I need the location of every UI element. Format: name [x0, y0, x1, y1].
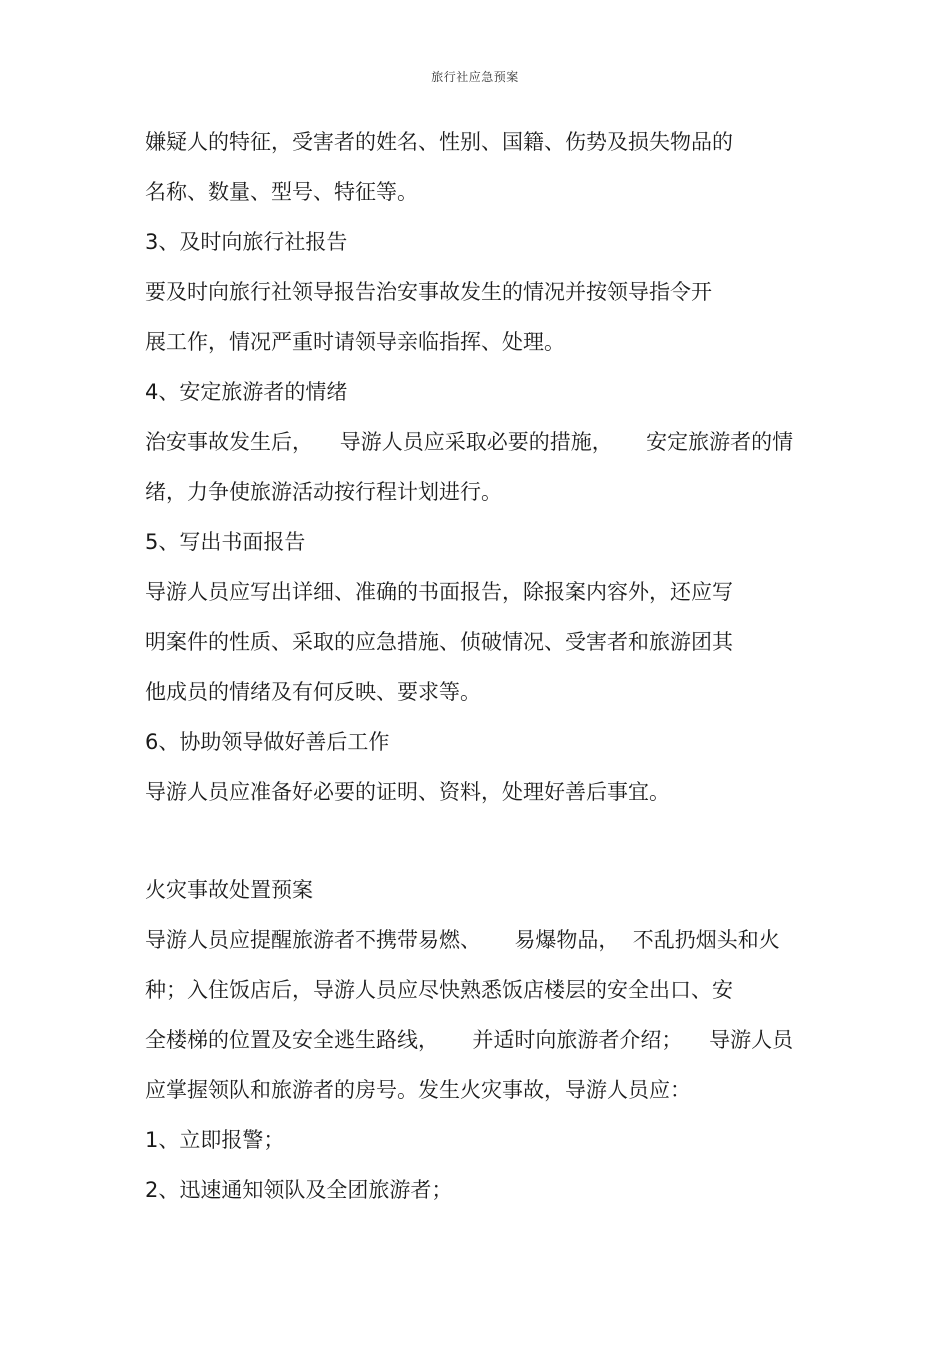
- body-line-11: 明案件的性质、采取的应急措施、侦破情况、受害者和旅游团其: [145, 630, 733, 654]
- body-line-5: 展工作，情况严重时请领导亲临指挥、处理。: [145, 330, 565, 354]
- body-line-7: 治安事故发生后， 导游人员应采取必要的措施， 安定旅游者的情: [145, 430, 794, 454]
- body-line-17: 种；入住饭店后，导游人员应尽快熟悉饭店楼层的安全出口、安: [145, 978, 733, 1002]
- section-heading-6: 6、协助领导做好善后工作: [145, 730, 390, 754]
- body-line-1: 嫌疑人的特征，受害者的姓名、性别、国籍、伤势及损失物品的: [145, 130, 733, 154]
- body-line-18: 全楼梯的位置及安全逃生路线， 并适时向旅游者介绍； 导游人员: [145, 1028, 794, 1052]
- body-line-12: 他成员的情绪及有何反映、要求等。: [145, 680, 481, 704]
- body-line-14: 导游人员应准备好必要的证明、资料，处理好善后事宜。: [145, 780, 670, 804]
- section-title-fire: 火灾事故处置预案: [145, 878, 313, 902]
- body-line-19: 应掌握领队和旅游者的房号。发生火灾事故，导游人员应：: [145, 1078, 691, 1102]
- list-item-2: 2、迅速通知领队及全团旅游者；: [145, 1178, 453, 1202]
- page-header-title: 旅行社应急预案: [431, 70, 519, 84]
- section-heading-3: 3、及时向旅行社报告: [145, 230, 348, 254]
- list-item-1: 1、立即报警；: [145, 1128, 285, 1152]
- section-heading-4: 4、安定旅游者的情绪: [145, 380, 348, 404]
- body-line-16: 导游人员应提醒旅游者不携带易燃、 易爆物品， 不乱扔烟头和火: [145, 928, 780, 952]
- body-line-10: 导游人员应写出详细、准确的书面报告，除报案内容外，还应写: [145, 580, 733, 604]
- section-heading-5: 5、写出书面报告: [145, 530, 306, 554]
- body-line-8: 绪，力争使旅游活动按行程计划进行。: [145, 480, 502, 504]
- body-line-4: 要及时向旅行社领导报告治安事故发生的情况并按领导指令开: [145, 280, 712, 304]
- body-line-2: 名称、数量、型号、特征等。: [145, 180, 418, 204]
